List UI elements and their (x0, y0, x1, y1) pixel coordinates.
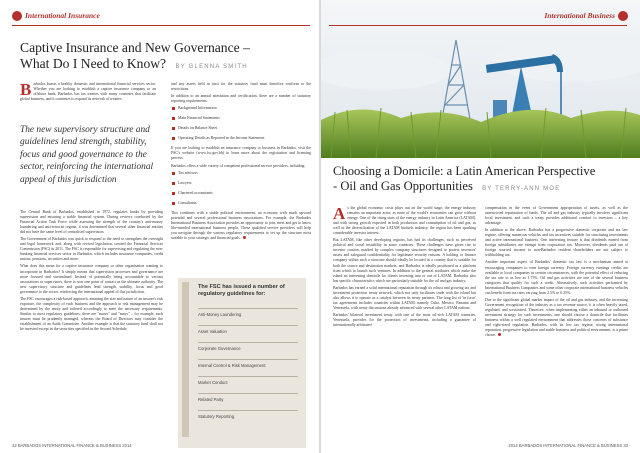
list-item: Tax advisors (171, 171, 311, 176)
box-item: Market Conduct (198, 376, 298, 385)
section-header: International Insurance (12, 11, 100, 21)
column-1: As the global economic crisis plays out on the world stage, the energy industry remains an important actor, as none of the world's economies can grow without energy. One of the rising stars of the energy industry in Latin America (LATAM), and with strong growth expected in both production and consumption of oil and gas, as well as the diversification of the LATAM biofuels industry, the region has been sparking considerable investor interest. But LATAM, like other developing regions, has had its challenges, such as perceived political and social instability in some countries. These challenges have given rise to investor caution, marked by complex company structures designed to protect investors' assets and safeguard confidentiality for legitimate security reasons. A holding or finance company within such a structure should ideally be located in a country that is suitable for both the source and destination markets, and Barbados is ideally positioned as a platform from which to launch such ventures. In addition to the general attributes which make the island an interesting domicile for clients investing into or out of LATAM, Barbados also has specific characteristics which are particularly suitable for the oil and gas industry. Barbados has earned a solid international reputation through its robust and growing tax and investment protection treaty network, which not only facilitates trade with the island but also allows it to operate as a catalyst between its treaty partners. The long list of 'in force' tax agreements includes countries within LATAM, namely Cuba, Mexico, Panama and Venezuela, with treaty discussions already advanced with several other LATAM nations. Barbados' bilateral investment treaty with one of the most oil-rich LATAM countries, Venezuela, provides for the protection of investments, including a guarantee of internationally arbitrated (333, 204, 476, 328)
header-rule (329, 25, 627, 26)
header-rule (12, 25, 310, 26)
right-page (321, 0, 640, 453)
magazine-logo-icon (618, 11, 628, 21)
column-2: and any assets held in trust for the statutory fund must therefore conform to the restrictions. In addition to an annual attestation and certification, there are a number of statutory reporting requirements: Background Information Main Financial Statements Details on Balance Sheet Operating Details as Reported in the Income Statement. If you are looking to establish an insurance company or business in Barbados, visit the FSC's website (www.fsc.gov.bb) to learn more about the registration and licensing process. Barbados offers a wide variety of competent professional service providers, including: Tax advisors Lawyers Chartered accountants Consultants. This combines with a stable political environment, an economy with much upward potential and several professional business associations. For example, the Barbados International Business Association provides an opportunity to join, meet and get to know like-minded international business people. These qualified service providers will help you navigate through the various regulatory requirements to set up the structure most suitable to your strategic and financial goals. (171, 82, 311, 240)
pull-quote: The new supervisory structure and guidelines lend strength, stability, focus and good governance to the sector, reinforcing the international appeal of this jurisdiction (20, 125, 154, 185)
end-mark-icon (243, 236, 246, 239)
byline: BY GLENNA SMITH (175, 64, 248, 71)
page-folio: 32 BARBADOS INTERNATIONAL FINANCE & BUSINESS 2014 (12, 443, 132, 448)
article-title: Choosing a Domicile: a Latin American Perspective - Oil and Gas Opportunities BY TERRY-ANN MOE (333, 164, 596, 193)
list-item: Operating Details as Reported in the Income Statement. (171, 136, 311, 141)
box-heading: The FSC has issued a number of regulatory guidelines for: (198, 284, 285, 297)
list-item: Lawyers (171, 181, 311, 186)
box-item: Internal Control & Risk Management (198, 359, 298, 368)
list-item: Chartered accountants (171, 191, 311, 196)
box-item: Corporate Governance (198, 342, 298, 351)
list-item: Consultants. (171, 201, 311, 206)
drop-cap: A (333, 204, 346, 223)
byline: BY TERRY-ANN MOE (482, 185, 561, 192)
guidelines-box (178, 278, 306, 448)
page-folio: 2014 BARBADOS INTERNATIONAL FINANCE & BUSINESS 33 (508, 443, 628, 448)
box-item: Asset Valuation (198, 325, 298, 334)
end-mark-icon (498, 333, 501, 336)
list-item: Main Financial Statements (171, 116, 311, 121)
drop-cap: B (20, 80, 32, 99)
box-tab-decoration (182, 282, 189, 437)
intro-paragraph: Barbados boasts a healthy domestic and international financial services sector. Whether you are looking to establish a captive insurance company or an offshore bank, Barbados has tax treaties with many countries that facilitate global business, and it continues to expand its network of treaties. (20, 80, 156, 102)
oil-field-illustration (321, 0, 640, 158)
providers-list (171, 171, 311, 206)
article-title: Captive Insurance and New Governance – What Do I Need to Know? BY GLENNA SMITH (20, 40, 250, 72)
box-item: Statutory Reporting. (198, 410, 298, 419)
box-item: Anti-Money Laundering (198, 308, 298, 317)
list-item: Background Information (171, 106, 311, 111)
list-item: Details on Balance Sheet (171, 126, 311, 131)
magazine-logo-icon (12, 11, 22, 21)
column-1: The Central Bank of Barbados, established in 1972, regulates banks by providing supervision and ensuring a stable financial system. During reviews conducted by the Financial Action Task Force while assessing the strength of the country's anti-money laundering and anti-terrorist regime, it was determined that several other financial entities did not have the same level of centralised supervision. The Government of Barbados was quick to respond to the need to strengthen the oversight and legal framework and, along with revised legislation, created the Financial Services Commission (FSC) in 2011. The FSC is responsible for supervising and regulating the non-banking financial services sector in Barbados, which includes insurance companies, credit unions, pensions, securities and more. What does this mean for a captive insurance company or other organisation wanting to incorporate in Barbados? It simply means that supervision processes and governance are more focused and streamlined. Instead of potentially being accountable to various associations or supervisors, there is now one point of contact as the ultimate authority. The new supervisory structure and guidelines lend strength, stability, focus and good governance to the sector, reinforcing the international appeal of this jurisdiction. The FSC encourages a risk-based approach, meaning the size and nature of an insurer's risk exposure, the complexity of each business and the approach to risk management may be determined by the entity and tailored accordingly to meet the necessary requirements. Similar to most regulatory guidelines, there are "musts" and "mays" – for example, each insurer must be prudently managed, whereas the Board of Directors may consider the establishment of an Audit Committee. Another example is that the statutory fund shall not be invested except in the securities specified in the Second Schedule, (20, 210, 163, 332)
reporting-list (171, 106, 311, 141)
left-page (0, 0, 319, 453)
column-2: compensation in the event of Government appropriation of assets, as well as the unrestricted repatriation of funds. The oil and gas industry typically involves significant local investment, and such a treaty provides additional comfort to investors – a key advantage. In addition to the above, Barbados has a progressive domestic corporate and tax law regime, offering numerous vehicles and tax incentives suitable for structuring investments and active international business. One interesting feature is that dividends earned from foreign subsidiaries are exempt from corporation tax. Moreover, dividends paid out of foreign sourced income to non-Barbados resident shareholders are not subject to withholding tax. Another important aspect of Barbados' domestic tax law is a mechanism aimed at encouraging companies to earn foreign currency. Foreign currency earnings credits are available to local companies in certain circumstances, with the potential effect of reducing the tax rate to as low as 1.75%. Oil and gas activities are one of the several business categories that qualify for such a credit. Alternatively, such activities performed by International Business Companies and some other corporate international business vehicles can benefit from tax rates varying from 2.5% to 0.25%. Due to the significant global market impact of the oil and gas industry, and the increasing Government recognition of the industry as a tax revenue source, it is often heavily taxed, regulated, and scrutinised. Therefore, when implementing either an inbound or outbound investment strategy for such investments, one should choose a domicile that facilitates business within a well regulated environment that addresses those concerns of substance and right-sized regulation. Barbados, with its low tax regime, strong international reputation, progressive legislation and stable business and political environment, is a prime choice. (485, 206, 628, 338)
section-header: International Business (544, 11, 628, 21)
box-item: Related Party (198, 393, 298, 402)
